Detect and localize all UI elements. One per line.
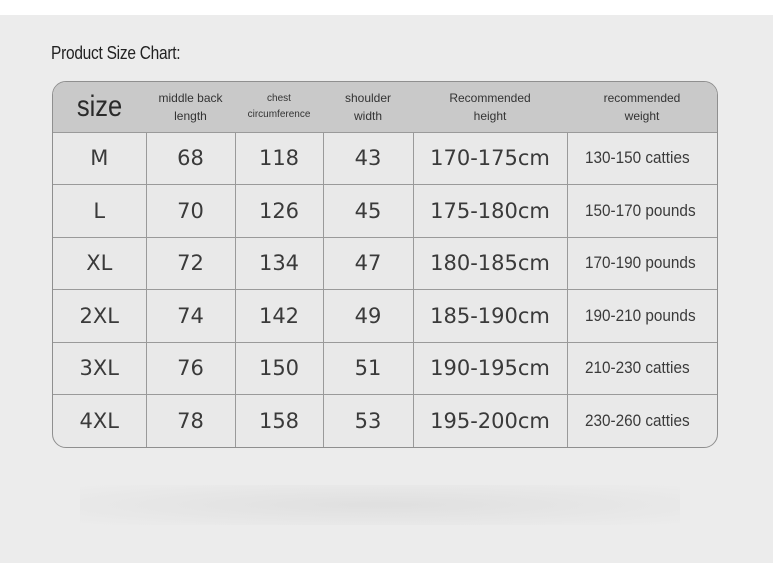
height-cell: 180-185cm	[413, 237, 567, 290]
weight-cell: 130-150 catties	[567, 132, 717, 185]
size-cell: 2XL	[53, 290, 146, 343]
height-cell: 170-175cm	[413, 132, 567, 185]
shoulder-cell: 43	[323, 132, 413, 185]
height-cell: 195-200cm	[413, 395, 567, 448]
chest-cell: 134	[235, 237, 323, 290]
weight-cell: 230-260 catties	[567, 395, 717, 448]
height-cell: 185-190cm	[413, 290, 567, 343]
header-back-length: middle back length	[158, 90, 223, 123]
shoulder-cell: 47	[323, 237, 413, 290]
table-header-row	[53, 82, 717, 132]
height-cell: 190-195cm	[413, 342, 567, 395]
header-weight: recommended weight	[603, 90, 681, 123]
chest-cell: 142	[235, 290, 323, 343]
table-row	[53, 342, 717, 395]
size-cell: 3XL	[53, 342, 146, 395]
size-table	[53, 82, 717, 447]
table-row	[53, 290, 717, 343]
chest-cell: 150	[235, 342, 323, 395]
height-cell: 175-180cm	[413, 185, 567, 238]
back-length-cell: 68	[146, 132, 235, 185]
weight-cell: 210-230 catties	[567, 342, 717, 395]
size-cell: L	[53, 185, 146, 238]
table-row	[53, 237, 717, 290]
header-chest: chest circumference	[247, 92, 311, 120]
page-title: Product Size Chart:	[51, 43, 181, 63]
chest-cell: 126	[235, 185, 323, 238]
table-row	[53, 132, 717, 185]
back-length-cell: 70	[146, 185, 235, 238]
weight-cell: 150-170 pounds	[567, 185, 717, 238]
back-length-cell: 72	[146, 237, 235, 290]
back-length-cell: 74	[146, 290, 235, 343]
chest-cell: 158	[235, 395, 323, 448]
header-height: Recommended height	[449, 90, 531, 123]
decorative-shadow	[80, 485, 680, 525]
size-chart-table	[52, 81, 718, 448]
header-shoulder: shoulder width	[344, 90, 392, 123]
size-cell: 4XL	[53, 395, 146, 448]
shoulder-cell: 53	[323, 395, 413, 448]
back-length-cell: 78	[146, 395, 235, 448]
chest-cell: 118	[235, 132, 323, 185]
shoulder-cell: 49	[323, 290, 413, 343]
size-cell: M	[53, 132, 146, 185]
size-chart-canvas	[0, 15, 773, 563]
table-row	[53, 185, 717, 238]
size-cell: XL	[53, 237, 146, 290]
shoulder-cell: 51	[323, 342, 413, 395]
shoulder-cell: 45	[323, 185, 413, 238]
table-row	[53, 395, 717, 448]
header-size: size	[76, 89, 123, 123]
weight-cell: 190-210 pounds	[567, 290, 717, 343]
weight-cell: 170-190 pounds	[567, 237, 717, 290]
back-length-cell: 76	[146, 342, 235, 395]
